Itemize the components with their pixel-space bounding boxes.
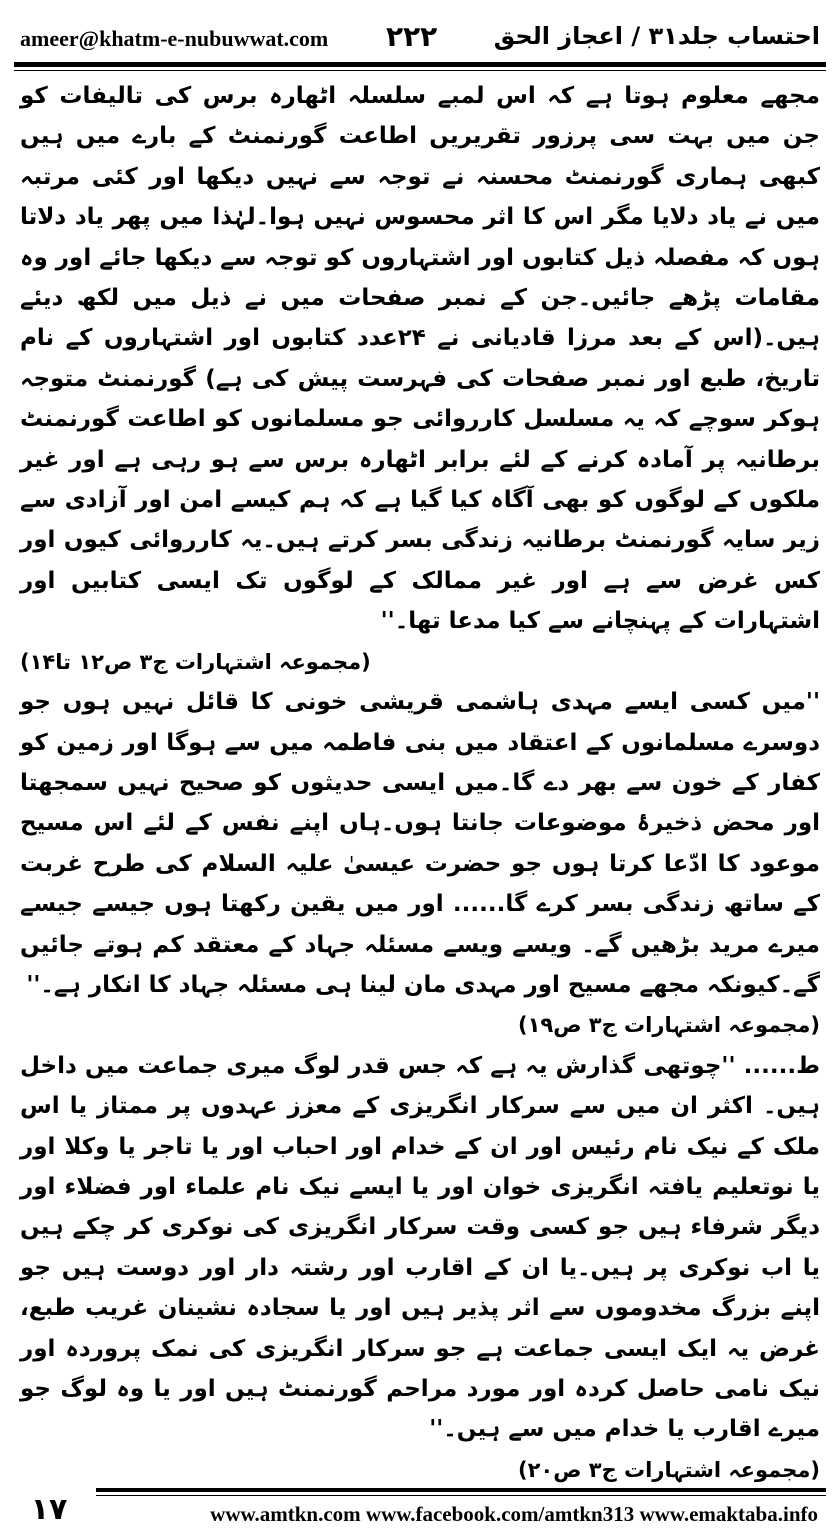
header-rule-thin: [14, 70, 826, 71]
reference-3: (مجموعہ اشتہارات ج۳ ص۲۰): [517, 1457, 820, 1482]
paragraph-1: مجھے معلوم ہوتا ہے کہ اس لمبے سلسلہ اٹھارہ برس کی تالیفات کو جن میں بہت سی پرزور تقریریں اطاعت گورنمنٹ کے بارے میں ہیں کبھی ہماری گورنمنٹ محسنہ نے توجہ سے نہیں دیکھا اور کئی مرتبہ میں نے یاد دلایا مگر اس کا اثر محسوس نہیں ہوا۔لہٰذا میں پھر یاد دلاتا ہوں کہ مفصلہ ذیل کتابوں اور اشتہاروں کو توجہ سے دیکھا جائے اور وہ مقامات پڑھے جائیں۔جن کے نمبر صفحات میں نے ذیل میں لکھ دیئے ہیں۔(اس کے بعد مرزا قادیانی نے ۲۴عدد کتابوں اور اشتہاروں کے نام تاریخ، طبع اور نمبر صفحات کی فہرست پیش کی ہے) گورنمنٹ متوجہ ہوکر سوچے کہ یہ مسلسل کارروائی جو مسلمانوں کو اطاعت گورنمنٹ برطانیہ پر آمادہ کرنے کے لئے برابر اٹھارہ برس سے ہو رہی ہے اور غیر ملکوں کے لوگوں کو بھی آگاہ کیا گیا ہے کہ ہم کیسے امن اور آزادی سے زیر سایہ گورنمنٹ برطانیہ زندگی بسر کرتے ہیں۔یہ کارروائی کیوں اور کس غرض سے ہے اور غیر ممالک کے لوگوں تک ایسی کتابیں اور اشتہارات کے پہنچانے سے کیا مدعا تھا۔'': [20, 83, 820, 635]
footer-links[interactable]: www.amtkn.com www.facebook.com/amtkn313 www.emaktaba.info: [210, 1502, 818, 1526]
page-body: [20, 76, 820, 1490]
header-page-number: ۲۲۲: [386, 20, 438, 53]
footer-rule-thin: [96, 1495, 826, 1496]
footer-page-number: ۱۷: [30, 1492, 68, 1527]
header-book-title: احتساب جلد۳۱ / اعجاز الحق: [493, 22, 820, 50]
paragraph-2: ''میں کسی ایسے مہدی ہاشمی قریشی خونی کا قائل نہیں ہوں جو دوسرے مسلمانوں کے اعتقاد میں بنی فاطمہ میں سے ہوگا اور زمین کو کفار کے خون سے بھر دے گا۔میں ایسی حدیثوں کو صحیح نہیں سمجھتا اور محض ذخیرۂ موضوعات جانتا ہوں۔ہاں اپنے نفس کے لئے اس مسیح موعود کا ادّعا کرتا ہوں جو حضرت عیسیٰ علیہ السلام کی طرح غربت کے ساتھ زندگی بسر کرے گا...... اور میں یقین رکھتا ہوں جیسے جیسے میرے مرید بڑھیں گے۔ ویسے ویسے مسئلہ جہاد کے معتقد کم ہوتے جائیں گے۔کیونکہ مجھے مسیح اور مہدی مان لینا ہی مسئلہ جہاد کا انکار ہے۔'': [20, 689, 820, 998]
reference-1: (مجموعہ اشتہارات ج۳ ص۱۲ تا۱۴): [20, 649, 371, 674]
page-header: [14, 18, 826, 58]
paragraph-3: ط...... ''چوتھی گذارش یہ ہے کہ جس قدر لوگ میری جماعت میں داخل ہیں۔ اکثر ان میں سے سرکار انگریزی کے معزز عہدوں پر ممتاز یا اس ملک کے نیک نام رئیس اور ان کے خدام اور احباب اور یا تاجر یا وکلا اور یا نوتعلیم یافتہ انگریزی خوان اور یا ایسے نیک نام علماء اور فضلاء اور دیگر شرفاء ہیں جو کسی وقت سرکار انگریزی کی نوکری کر چکے ہیں یا اب نوکری پر ہیں۔یا ان کے اقارب اور رشتہ دار اور دوست ہیں جو اپنے بزرگ مخدوموں سے اثر پذیر ہیں اور یا سجادہ نشینان غریب طبع، غرض یہ ایک ایسی جماعت ہے جو سرکار انگریزی کی نمک پروردہ اور نیک نامی حاصل کردہ اور مورد مراحم گورنمنٹ ہیں اور یا وہ لوگ جو میرے اقارب یا خدام میں سے ہیں۔'': [20, 1052, 820, 1443]
footer-rule: [96, 1488, 826, 1492]
header-email[interactable]: ameer@khatm-e-nubuwwat.com: [20, 26, 329, 51]
header-rule: [14, 62, 826, 67]
reference-2: (مجموعہ اشتہارات ج۳ ص۱۹): [517, 1013, 820, 1038]
